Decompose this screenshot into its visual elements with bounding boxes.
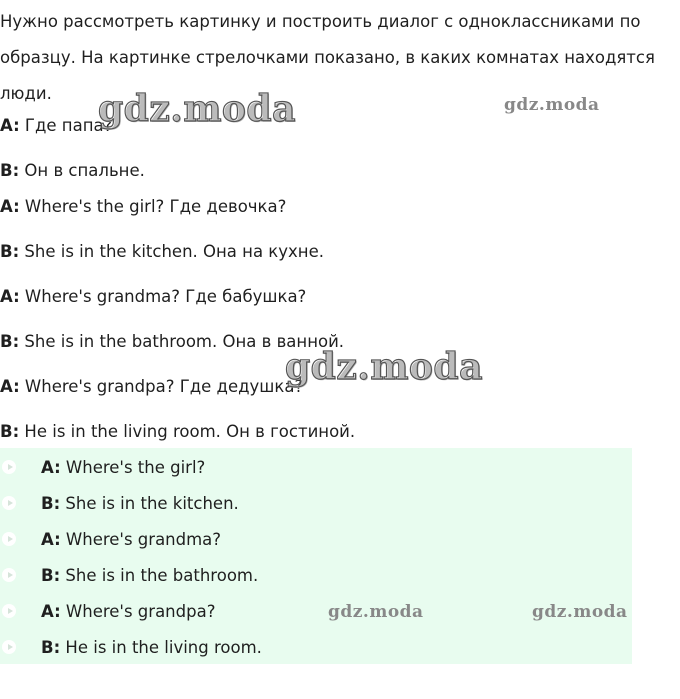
audio-line[interactable] xyxy=(0,485,632,521)
speaker-label: A: xyxy=(0,116,20,135)
play-icon[interactable] xyxy=(2,496,16,510)
speaker-label: A: xyxy=(0,197,20,216)
audio-line-text xyxy=(41,530,221,549)
audio-line-text xyxy=(41,458,205,477)
audio-line[interactable] xyxy=(0,449,632,485)
line-text: She is in the kitchen. xyxy=(60,493,239,513)
speaker-label: A: xyxy=(41,529,61,549)
speaker-label: B: xyxy=(41,493,61,513)
audio-line[interactable] xyxy=(0,629,632,665)
line-text: She is in the kitchen. Она на кухне. xyxy=(19,242,324,261)
dialogue-line-3 xyxy=(0,197,286,216)
play-icon[interactable] xyxy=(2,604,16,618)
speaker-label: A: xyxy=(41,457,61,477)
watermark: gdz.moda xyxy=(532,602,628,622)
line-text: Where's the girl? xyxy=(60,457,206,477)
line-text: Where's grandma? Где бабушка? xyxy=(19,287,307,306)
line-text: She is in the bathroom. xyxy=(60,565,259,585)
watermark: gdz.moda xyxy=(504,95,600,115)
line-text: Он в спальне. xyxy=(19,161,145,180)
speaker-label: B: xyxy=(0,332,20,351)
task-instructions: Нужно рассмотреть картинку и построить диалог с одноклассниками по образцу. На картинке стрелочками показано, в каких комнатах находятся люди. xyxy=(0,12,655,103)
speaker-label: A: xyxy=(0,287,20,306)
speaker-label: A: xyxy=(41,601,61,621)
play-icon[interactable] xyxy=(2,460,16,474)
audio-dialogue-box xyxy=(0,448,632,664)
speaker-label: B: xyxy=(0,422,20,441)
speaker-label: B: xyxy=(41,565,61,585)
line-text: Where's grandma? xyxy=(60,529,222,549)
audio-line-text xyxy=(41,494,239,513)
dialogue-line-5 xyxy=(0,287,306,306)
line-text: She is in the bathroom. Она в ванной. xyxy=(19,332,345,351)
watermark: gdz.moda xyxy=(98,88,296,130)
dialogue-line-4 xyxy=(0,242,324,261)
dialogue-line-2 xyxy=(0,161,145,180)
speaker-label: B: xyxy=(41,637,61,657)
audio-line-text xyxy=(41,638,262,657)
line-text: He is in the living room. xyxy=(60,637,262,657)
audio-line-text xyxy=(41,566,258,585)
line-text: He is in the living room. Он в гостиной. xyxy=(19,422,356,441)
line-text: Where's grandpa? Где дедушка? xyxy=(19,377,304,396)
dialogue-line-7 xyxy=(0,377,303,396)
audio-line[interactable] xyxy=(0,557,632,593)
play-icon[interactable] xyxy=(2,640,16,654)
speaker-label: B: xyxy=(0,242,20,261)
line-text: Где папа? xyxy=(19,116,113,135)
line-text: Where's grandpa? xyxy=(60,601,216,621)
dialogue-line-8 xyxy=(0,422,355,441)
play-icon[interactable] xyxy=(2,532,16,546)
audio-line[interactable] xyxy=(0,521,632,557)
audio-line-text xyxy=(41,602,215,621)
speaker-label: B: xyxy=(0,161,20,180)
watermark: gdz.moda xyxy=(328,602,424,622)
line-text: Where's the girl? Где девочка? xyxy=(19,197,287,216)
watermark: gdz.moda xyxy=(285,346,483,388)
play-icon[interactable] xyxy=(2,568,16,582)
speaker-label: A: xyxy=(0,377,20,396)
dialogue-line-1 xyxy=(0,116,112,135)
